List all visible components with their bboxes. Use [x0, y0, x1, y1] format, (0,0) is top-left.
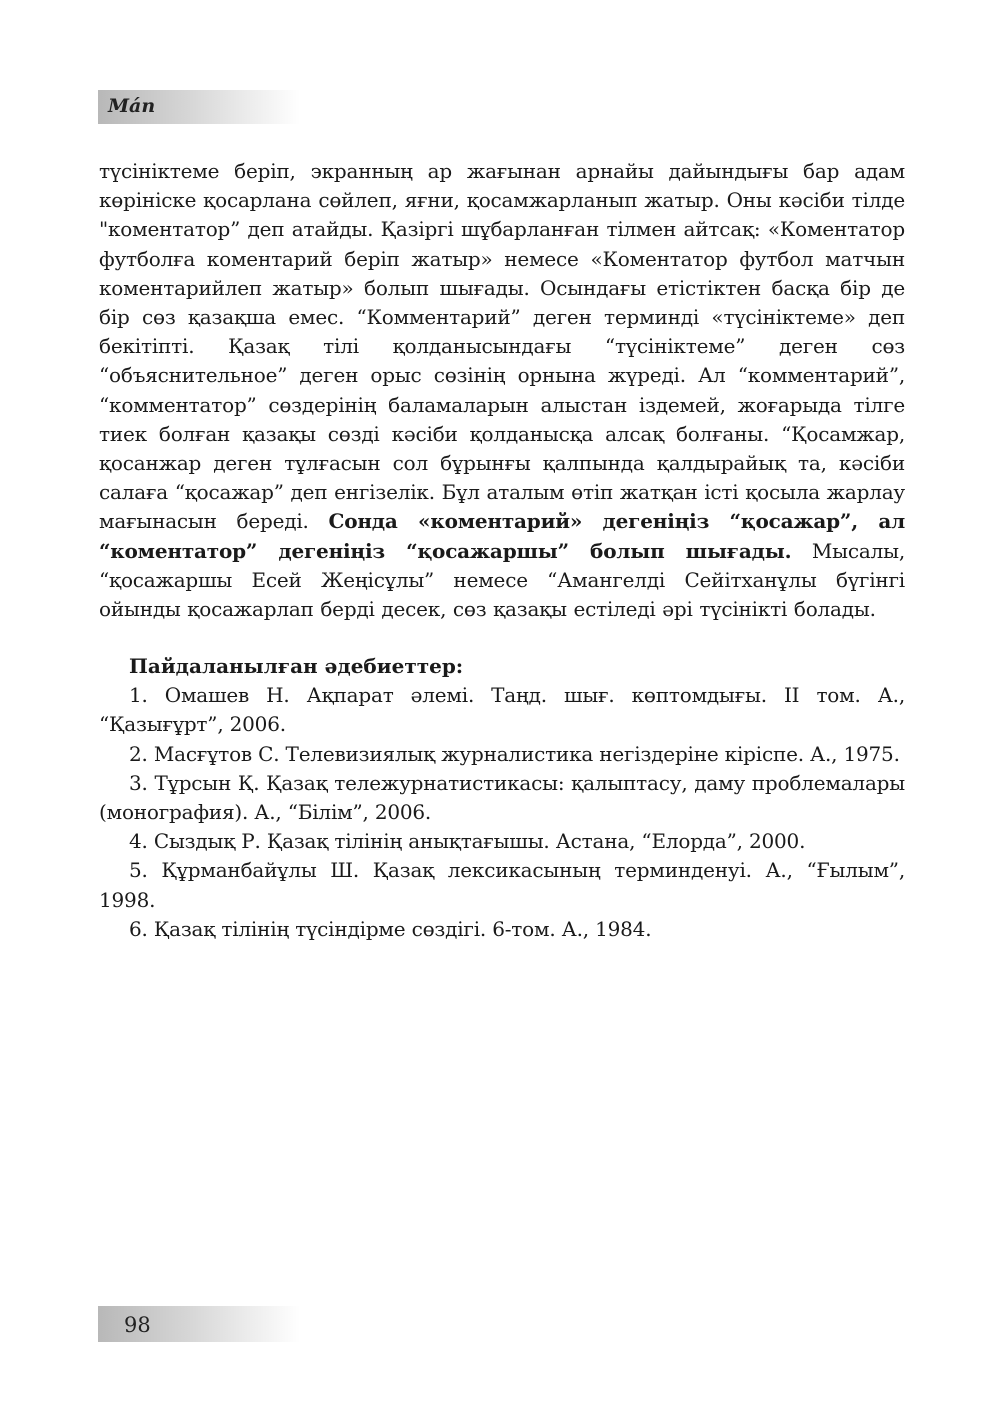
running-header: [98, 90, 300, 124]
reference-item: 5. Құрманбайұлы Ш. Қазақ лексикасының терминденуі. А., “Ғылым”, 1998.: [99, 858, 905, 912]
references-heading: Пайдаланылған әдебиеттер:: [129, 654, 464, 678]
reference-item: 4. Сыздық Р. Қазақ тілінің анықтағышы. Астана, “Елорда”, 2000.: [129, 829, 806, 854]
body-text-before-bold: түсініктеме беріп, экранның ар жағынан арнайы дайындығы бар адам көрініске қосарлана сөйлеп, яғни, қосамжарланып жатыр. Оны кәсіби тілде "коментатор” деп атайды. Қазіргі шұбарланған тілмен айтсақ: «Коментатор футболға коментарий беріп жатыр» немесе «Коментатор футбол матчын коментарийлеп жатыр» болып шығады. Осындағы етістіктен басқа бір де бір сөз қазақша емес. “Комментарий” деген терминді «түсініктеме» деп бекітіпті. Қазақ тілі қолданысындағы “түсініктеме” деген сөз “объяснительное” деген орыс сөзінің орнына жүреді. Ал “комментарий”, “комментатор” сөздерінің баламаларын алыстан іздемей, жоғарыда тілге тиек болған қазақы сөзді кәсіби қолданысқа алсақ болғаны. “Қосамжар, қосанжар деген тұлғасын сол бұрынғы қалпында қалдырайық та, кәсіби салаға “қосажар” деп енгізелік. Бұл аталым өтіп жатқан істі қосыла жарлау мағынасын береді.: [99, 159, 905, 534]
page-footer: [98, 1306, 300, 1342]
references-section: [99, 652, 905, 944]
reference-item: 3. Тұрсын Қ. Қазақ тележурнатистикасы: қалыптасу, даму проблемалары (монография). А., “Білім”, 2006.: [99, 770, 905, 825]
reference-item: 2. Масғұтов С. Телевизиялық журналистика негіздеріне кіріспе. А., 1975.: [129, 741, 900, 766]
reference-item: 6. Қазақ тілінің түсіндірме сөздігі. 6-том. А., 1984.: [129, 916, 652, 941]
body-bold-statement: Сонда «коментарий» дегеніңіз “қосажар”, ал “коментатор” дегеніңіз “қосажаршы” болып шығады.: [99, 509, 905, 563]
body-paragraph: [99, 157, 905, 624]
page-number: 98: [124, 1313, 151, 1337]
body-text-after-bold: Мысалы, “қосажаршы Есей Жеңісұлы” немесе “Амангелді Сейітханұлы бүгінгі ойынды қосажарлап берді десек, сөз қазақы естіледі әрі түсінікті болады.: [99, 538, 906, 622]
reference-item: 1. Омашев Н. Ақпарат әлемі. Таңд. шығ. көптомдығы. ІІ том. А., “Қазығұрт”, 2006.: [99, 683, 905, 737]
running-header-title: Mán: [108, 95, 156, 117]
main-text: [99, 157, 905, 624]
